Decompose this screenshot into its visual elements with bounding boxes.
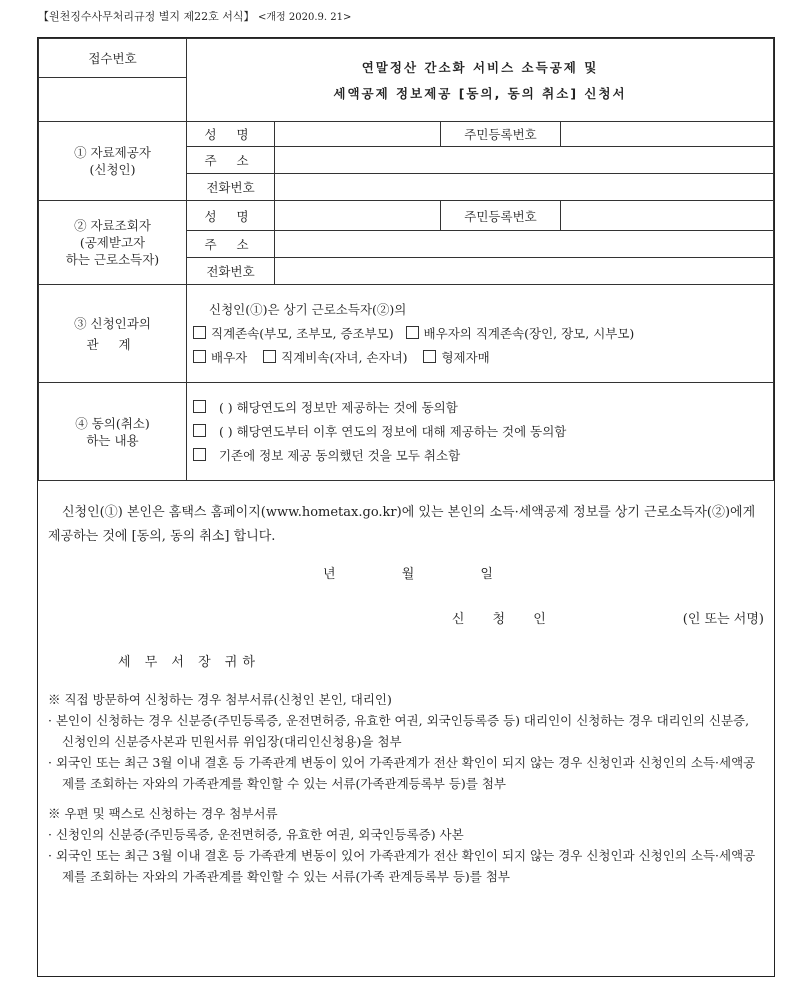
receipt-number-label: 접수번호 bbox=[39, 39, 187, 78]
option-label: 직계비속(자녀, 손자녀) bbox=[281, 349, 408, 365]
relationship-intro: 신청인(①)은 상기 근로소득자(②)의 bbox=[209, 301, 407, 317]
option-label: 배우자의 직계존속(장인, 장모, 시부모) bbox=[423, 325, 635, 341]
section2-address-field[interactable] bbox=[275, 231, 774, 258]
section4-title-line2: 하는 내용 bbox=[86, 432, 139, 448]
relationship-option-5[interactable] bbox=[423, 350, 489, 365]
section2-phone-field[interactable] bbox=[275, 258, 774, 285]
section1-address-label: 주 소 bbox=[187, 147, 275, 174]
option-label: 직계존속(부모, 조부모, 증조부모) bbox=[211, 325, 394, 341]
section2-name-field[interactable] bbox=[275, 201, 441, 231]
section3-title-line1: ③ 신청인과의 bbox=[74, 315, 151, 331]
consent-option-3[interactable] bbox=[193, 444, 773, 468]
section1-name-label: 성 명 bbox=[187, 122, 275, 147]
checkbox[interactable] bbox=[406, 326, 419, 339]
visit-notes-heading: ※ 직접 방문하여 신청하는 경우 첨부서류(신청인 본인, 대리인) bbox=[48, 692, 392, 707]
declaration-text: 신청인(①) 본인은 홈택스 홈페이지(www.hometax.go.kr)에 있는 본인의 소득·세액공제 정보를 상기 근로소득자(②)에게 제공하는 것에 [동의, 동의 취소] 합니다. bbox=[48, 505, 756, 544]
form-table bbox=[38, 38, 774, 481]
section1-phone-label: 전화번호 bbox=[187, 174, 275, 201]
application-form bbox=[37, 37, 775, 977]
title-line-1: 연말정산 간소화 서비스 소득공제 및 bbox=[361, 60, 599, 75]
section1-title bbox=[39, 122, 187, 201]
applicant-line bbox=[48, 608, 764, 627]
checkbox[interactable] bbox=[423, 350, 436, 363]
date-line bbox=[48, 563, 764, 582]
checkbox[interactable] bbox=[263, 350, 276, 363]
consent-option-2[interactable] bbox=[193, 420, 773, 444]
checkbox[interactable] bbox=[193, 350, 206, 363]
section2-name-label: 성 명 bbox=[187, 201, 275, 231]
section1-rrn-label: 주민등록번호 bbox=[441, 122, 561, 147]
option-label: 형제자매 bbox=[441, 349, 490, 365]
day-label: 일 bbox=[480, 567, 495, 582]
consent-option-1[interactable] bbox=[193, 396, 773, 420]
relationship-option-4[interactable] bbox=[263, 350, 407, 365]
checkbox[interactable] bbox=[193, 424, 206, 437]
relationship-option-2[interactable] bbox=[406, 326, 635, 341]
mail-notes-heading: ※ 우편 및 팩스로 신청하는 경우 첨부서류 bbox=[48, 806, 278, 821]
addressee: 세 무 서 장 귀하 bbox=[118, 655, 260, 670]
section2-title bbox=[39, 201, 187, 285]
relationship-options bbox=[187, 285, 774, 383]
checkbox[interactable] bbox=[193, 400, 206, 413]
section2-title-line1: ② 자료조회자 bbox=[74, 218, 151, 233]
form-reference: 【원천징수사무처리규정 별지 제22호 서식】 bbox=[38, 10, 255, 23]
form-header-note bbox=[38, 8, 351, 24]
mail-note-1: · 신청인의 신분증(주민등록증, 운전면허증, 유효한 여권, 외국인등록증) 사본 bbox=[48, 827, 464, 842]
option-label: ( ) 해당연도부터 이후 연도의 정보에 대해 제공하는 것에 동의함 bbox=[218, 423, 567, 439]
visit-note-2: · 외국인 또는 최근 3월 이내 결혼 등 가족관계 변동이 있어 가족관계가 전산 확인이 되지 않는 경우 신청인과 신청인의 소득·세액공제를 조회하는 자와의 가족관계를 확인할 수 있는 서류(가족관계등록부 등)를 첨부 bbox=[48, 755, 756, 791]
title-line-2: 세액공제 정보제공 [동의, 동의 취소] 신청서 bbox=[333, 86, 627, 101]
option-label: 배우자 bbox=[211, 349, 248, 365]
receipt-number-field[interactable] bbox=[39, 78, 187, 122]
section1-address-field[interactable] bbox=[275, 147, 774, 174]
lower-section bbox=[38, 501, 774, 887]
section1-phone-field[interactable] bbox=[275, 174, 774, 201]
section1-title-line1: ① 자료제공자 bbox=[74, 145, 151, 160]
section1-name-field[interactable] bbox=[275, 122, 441, 147]
revision-date: <개정 2020.9. 21> bbox=[258, 12, 352, 23]
signature-label: (인 또는 서명) bbox=[682, 612, 764, 627]
section4-title bbox=[39, 383, 187, 481]
section2-title-line3: 하는 근로소득자) bbox=[65, 252, 160, 267]
section2-address-label: 주 소 bbox=[187, 231, 275, 258]
section1-title-line2: (신청인) bbox=[89, 162, 136, 177]
visit-note-1: · 본인이 신청하는 경우 신분증(주민등록증, 운전면허증, 유효한 여권, 외국인등록증 등) 대리인이 신청하는 경우 대리인의 신분증, 신청인의 신분증사본과 민원서류 위임장(대리인신청용)을 첨부 bbox=[48, 713, 750, 749]
section1-rrn-field[interactable] bbox=[561, 122, 774, 147]
section3-title bbox=[39, 285, 187, 383]
year-label: 년 bbox=[323, 567, 338, 582]
relationship-option-1[interactable] bbox=[193, 326, 394, 341]
consent-options bbox=[187, 383, 774, 481]
section2-rrn-label: 주민등록번호 bbox=[441, 201, 561, 231]
section2-title-line2: (공제받고자 bbox=[79, 235, 146, 250]
relationship-option-3[interactable] bbox=[193, 350, 247, 365]
checkbox[interactable] bbox=[193, 448, 206, 461]
section2-phone-label: 전화번호 bbox=[187, 258, 275, 285]
option-label: 기존에 정보 제공 동의했던 것을 모두 취소함 bbox=[218, 447, 461, 463]
section4-title-line1: ④ 동의(취소) bbox=[75, 415, 150, 431]
month-label: 월 bbox=[401, 567, 417, 582]
section3-title-line2: 관 계 bbox=[86, 336, 139, 352]
applicant-label: 신 청 인 bbox=[451, 612, 558, 627]
checkbox[interactable] bbox=[193, 326, 206, 339]
page-title bbox=[187, 39, 774, 122]
section2-rrn-field[interactable] bbox=[561, 201, 774, 231]
option-label: ( ) 해당연도의 정보만 제공하는 것에 동의함 bbox=[218, 399, 458, 415]
mail-note-2: · 외국인 또는 최근 3월 이내 결혼 등 가족관계 변동이 있어 가족관계가 전산 확인이 되지 않는 경우 신청인과 신청인의 소득·세액공제를 조회하는 자와의 가족관계를 확인할 수 있는 서류(가족 관계등록부 등)를 첨부 bbox=[48, 848, 756, 884]
